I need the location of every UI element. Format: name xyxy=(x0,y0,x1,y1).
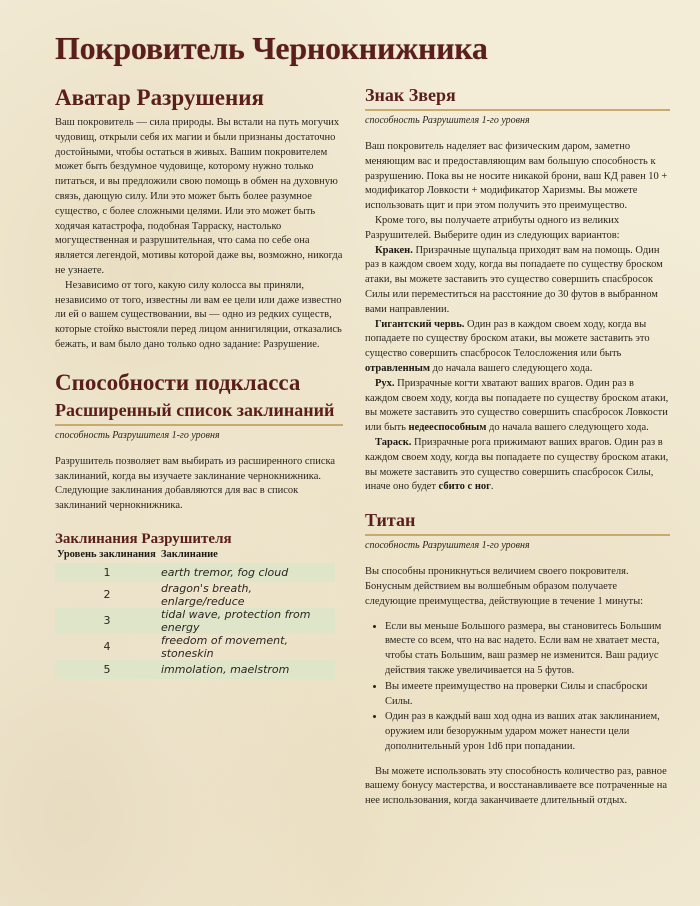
spell-level-cell: 5 xyxy=(55,660,159,679)
avatar-paragraph-2: Независимо от того, какую силу колосса вы приняли, независимо от того, известны ли вам ее цели или даже известно ли ей о вашем существовании, вы — одно из редких существ, которые стойко выстояли перед лицом аннигиляции, отказались бежать, и вам было дано только одно задание: Разрушение. xyxy=(55,279,342,350)
option-tarrasque: Тараск. Призрачные рога прижимают ваших врагов. Один раз в каждом своем ходу, когда вы попадаете по существу броском атаки, вы можете заставить это существо совершить спасбросок Силы, иначе оно будет сбито с ног. xyxy=(365,436,669,493)
table-row xyxy=(55,608,335,634)
feature-level-beast-mark: способность Разрушителя 1-го уровня xyxy=(365,115,530,126)
spell-table xyxy=(55,548,335,679)
column-header-spells: Заклинание xyxy=(161,548,218,560)
spell-table-header-row xyxy=(55,548,335,563)
right-column xyxy=(365,84,670,809)
feature-heading-titan: Титан xyxy=(365,509,670,536)
spell-level-cell: 1 xyxy=(55,563,159,582)
option-name: Гигантский червь xyxy=(375,318,462,330)
spell-names-cell: dragon's breath, enlarge/reduce xyxy=(161,581,252,608)
feature-heading-expanded-spells: Расширенный список заклинаний xyxy=(55,399,343,426)
option-name: Кракен xyxy=(375,244,411,256)
page-title: Покровитель Чернокнижника xyxy=(55,30,488,66)
spell-table-title: Заклинания Разрушителя xyxy=(55,530,232,547)
left-column xyxy=(55,84,343,679)
expanded-spells-paragraph: Разрушитель позволяет вам выбирать из расширенного списка заклинаний, когда вы изучаете заклинание чернокнижника. Следующие заклинания добавляются для вас в список заклинаний чернокнижника. xyxy=(55,455,336,512)
list-item: • Если вы меньше Большого размера, вы становитесь Большим вместе со всем, что на вас надето. Если вам не хватает места, чтобы стать Большим, ваш размер не изменится. Ваш радиус действия также увеличивается на 5 футов. xyxy=(385,620,670,679)
condition-term: отравленным xyxy=(365,362,431,374)
spell-names-cell: immolation, maelstrom xyxy=(159,660,335,679)
titan-paragraph-2: Вы можете использовать эту способность количество раз, равное вашему бонусу мастерства, и восстанавливаете все потраченные на нее использования, когда заканчиваете длительный отдых. xyxy=(365,765,667,807)
option-roc: Рух. Призрачные когти хватают ваших врагов. Один раз в каждом своем ходу, когда вы попадаете по существу броском атаки, вы можете заставить это существо совершить спасбросок Ловкости или быть недееспособным до начала вашего следующего хода. xyxy=(365,377,669,434)
option-giant-worm: Гигантский червь. Один раз в каждом своем ходу, когда вы попадаете по существу броском атаки, вы можете заставить это существо совершить спасбросок Телосложения или быть отравленным до начала вашего следующего хода. xyxy=(365,318,650,374)
spell-names-cell: freedom of movement, stoneskin xyxy=(161,633,288,660)
spell-level-cell: 3 xyxy=(55,608,159,634)
spell-level-cell: 2 xyxy=(103,588,111,602)
column-header-level: Уровень заклинания xyxy=(57,548,156,560)
beast-paragraph-2: Кроме того, вы получаете атрибуты одного из великих Разрушителей. Выберите один из следующих вариантов: xyxy=(365,214,620,241)
section-heading-avatar: Аватар Разрушения xyxy=(55,85,264,110)
spell-level-cell: 4 xyxy=(103,640,111,654)
table-row xyxy=(55,582,335,608)
table-row xyxy=(55,563,335,582)
option-kraken: Кракен. Призрачные щупальца приходят вам на помощь. Один раз в каждом своем ходу, когда вы попадаете по существу броском атаки, вы можете заставить это существо совершить спасбросок Силы или переместиться на расстояние до 30 футов в выбранном вами направлении. xyxy=(365,244,663,315)
spell-names-cell: tidal wave, protection from energy xyxy=(159,608,335,634)
beast-paragraph-1: Ваш покровитель наделяет вас физическим даром, заметно меняющим вас и предоставляющим вам большую способность к разрушению. Пока вы не носите никакой брони, ваш КД равен 10 + модификатор Ловкости + модификатор Харизмы. Вы можете использовать щит и при этом получить это преимущество. xyxy=(365,141,668,212)
feature-level-titan: способность Разрушителя 1-го уровня xyxy=(365,540,530,552)
titan-paragraph-1: Вы способны проникнуться величием своего покровителя. Бонусным действием вы волшебным образом получаете следующие преимущества, действующие в течение 1 минуты: xyxy=(365,566,644,607)
feature-heading-beast-mark: Знак Зверя xyxy=(365,84,670,111)
list-item: • Один раз в каждый ваш ход одна из ваших атак заклинанием, оружием или безоружным ударом может нанести цели дополнительный урон 1d6 при попадании. xyxy=(385,710,670,754)
list-item: • Вы имеете преимущество на проверки Силы и спасброски Силы. xyxy=(385,680,670,710)
feature-level-expanded-spells: способность Разрушителя 1-го уровня xyxy=(55,429,220,441)
condition-term: недееспособным xyxy=(408,422,487,434)
option-name: Рух xyxy=(375,377,392,389)
section-heading-subclass: Способности подкласса xyxy=(55,369,301,395)
avatar-paragraph-1: Ваш покровитель — сила природы. Вы встали на путь могучих чудовищ, открыли себя их магии и были признаны достаточно достойными, чтобы остаться в живых. Вашим покровителем может быть бездумное чудовище, которому нужно только питаться, и вы предложили свою помощь в обмен на духовную связь, дающую силу. Или это может быть более разумное существо, с более сложными целями. Или это может быть ходячая катастрофа, подобная Тарраску, настолько могущественная и разрушительная, что сама по себе она является легендой, мотивы которой даже вы, возможно, никогда не узнаете. xyxy=(55,117,343,276)
titan-benefits-list xyxy=(365,620,670,755)
option-name: Тараск xyxy=(375,436,409,448)
table-row xyxy=(55,634,335,660)
condition-term: сбито с ног xyxy=(438,481,491,493)
table-row xyxy=(55,660,335,679)
spell-names-cell: earth tremor, fog cloud xyxy=(159,563,335,582)
